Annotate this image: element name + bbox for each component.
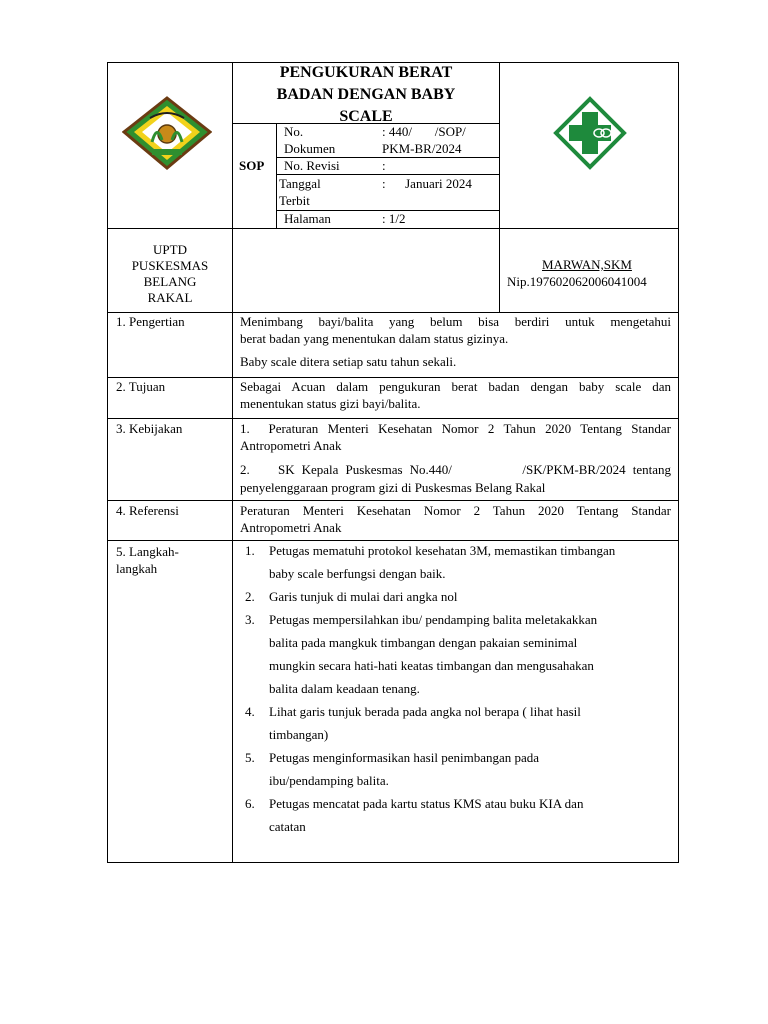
- regional-emblem-icon: [122, 96, 212, 170]
- no-revisi-label: No. Revisi: [284, 158, 340, 173]
- list-item: 2. Garis tunjuk di mulai dari angka nol: [245, 589, 458, 604]
- document-title: PENGUKURAN BERAT BADAN DENGAN BABY SCALE: [276, 64, 456, 125]
- referensi-line-2: Antropometri Anak: [240, 520, 342, 535]
- halaman-label: Halaman: [284, 211, 331, 226]
- section-label-langkah: 5. Langkah- langkah: [116, 544, 179, 576]
- section-label-tujuan: 2. Tujuan: [116, 379, 166, 394]
- list-item: 4. Lihat garis tunjuk berada pada angka nol berapa ( lihat hasil timbangan): [245, 704, 581, 742]
- signer-name: MARWAN,SKM: [542, 257, 632, 272]
- tujuan-line-1: Sebagai Acuan dalam pengukuran berat badan dengan baby scale dan: [240, 379, 671, 394]
- list-item: 3. Petugas mempersilahkan ibu/ pendamping balita meletakakkan balita pada mangkuk timbangan dengan pakaian seminimal mungkin secara hati-hati keatas timbangan dan mengusahakan balita dalam keadaan tenang.: [245, 612, 598, 696]
- pengertian-line-2: berat badan yang menentukan dalam status gizinya.: [240, 331, 509, 346]
- halaman-value: : 1/2: [382, 211, 406, 226]
- pengertian-line-1: Menimbang bayi/balita yang belum bisa berdiri untuk mengetahui: [240, 314, 671, 329]
- kebijakan-item-1-line-2: Antropometri Anak: [240, 438, 342, 453]
- referensi-line-1: Peraturan Menteri Kesehatan Nomor 2 Tahun 2020 Tentang Standar: [240, 503, 671, 518]
- pengertian-note: Baby scale ditera setiap satu tahun sekali.: [240, 354, 457, 369]
- section-label-pengertian: 1. Pengertian: [116, 314, 185, 329]
- no-revisi-value: :: [382, 158, 386, 173]
- tanggal-terbit-value: : Januari 2024: [382, 176, 472, 191]
- list-item: 1. Petugas mematuhi protokol kesehatan 3M, memastikan timbangan baby scale berfungsi dengan baik.: [245, 543, 616, 581]
- no-dokumen-value: : 440/ /SOP/ PKM-BR/2024: [382, 124, 466, 156]
- list-item: 6. Petugas mencatat pada kartu status KMS atau buku KIA dan catatan: [245, 796, 584, 834]
- langkah-steps-list: [233, 539, 673, 838]
- kebijakan-item-1-line-1: 1. Peraturan Menteri Kesehatan Nomor 2 Tahun 2020 Tentang Standar: [240, 421, 671, 436]
- no-dokumen-label: No. Dokumen: [284, 124, 336, 156]
- section-label-referensi: 4. Referensi: [116, 503, 179, 518]
- organization-name: UPTD PUSKESMAS BELANG RAKAL: [131, 242, 209, 305]
- signer-nip: Nip.197602062006041004: [507, 274, 647, 289]
- sop-label: SOP: [239, 158, 265, 173]
- tanggal-terbit-label: Tanggal Terbit: [279, 176, 321, 208]
- tujuan-line-2: menentukan status gizi bayi/balita.: [240, 396, 421, 411]
- list-item: 5. Petugas menginformasikan hasil penimbangan pada ibu/pendamping balita.: [245, 750, 540, 788]
- section-label-kebijakan: 3. Kebijakan: [116, 421, 183, 436]
- kebijakan-item-2-line-1: 2. SK Kepala Puskesmas No.440/ /SK/PKM-BR/2024 tentang: [240, 462, 671, 477]
- puskesmas-cross-icon: [553, 96, 627, 170]
- kebijakan-item-2-line-2: penyelenggaraan program gizi di Puskesmas Belang Rakal: [240, 480, 546, 495]
